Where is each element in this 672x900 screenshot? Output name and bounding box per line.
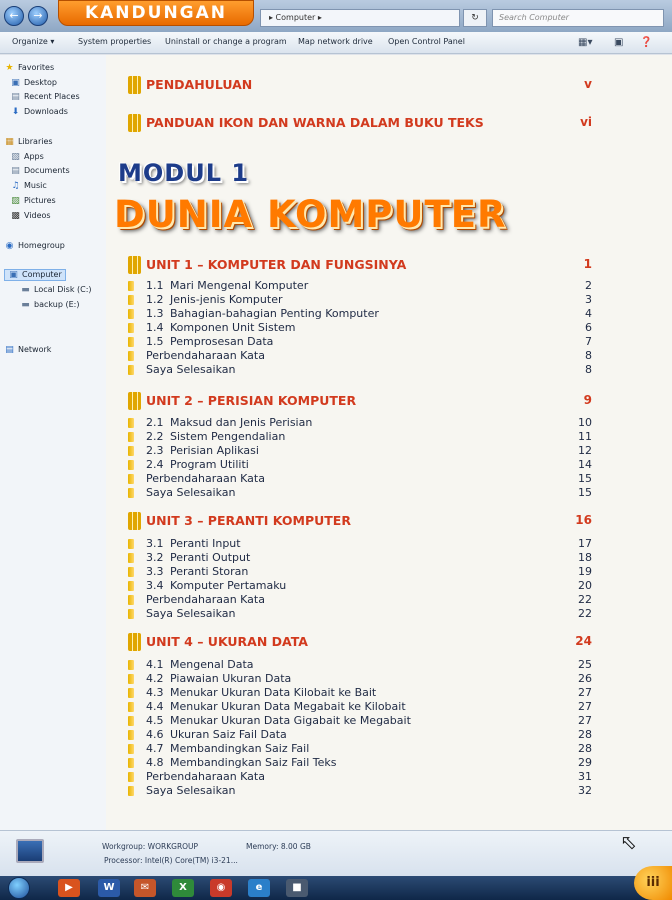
module-label: MODUL 1 [118, 159, 250, 187]
toc-entry[interactable]: Saya Selesaikan 22 [106, 607, 672, 621]
memory-text: Memory: 8.00 GB [246, 842, 311, 851]
toc-entry[interactable]: 3.1 Peranti Input 17 [106, 537, 672, 551]
desktop-icon: ▣ [11, 78, 20, 88]
toc-entry[interactable]: 4.4 Menukar Ukuran Data Megabait ke Kilobait 27 [106, 700, 672, 714]
toc-entry[interactable]: 1.3 Bahagian-bahagian Penting Komputer 4 [106, 307, 672, 321]
toc-entry[interactable]: 1.2 Jenis-jenis Komputer 3 [106, 293, 672, 307]
toc-entry[interactable]: 4.1 Mengenal Data 25 [106, 658, 672, 672]
apps-icon: ▧ [11, 152, 20, 162]
sidebar-item-pictures[interactable]: ▨ Pictures [11, 196, 56, 206]
map-network-drive-button[interactable]: Map network drive [298, 37, 373, 46]
help-icon[interactable]: ❓ [640, 37, 653, 48]
word-icon[interactable]: W [98, 879, 120, 897]
sidebar-item-homegroup[interactable]: ◉ Homegroup [5, 241, 65, 251]
toc-entry[interactable]: 4.3 Menukar Ukuran Data Kilobait ke Bait 27 [106, 686, 672, 700]
music-icon: ♫ [11, 181, 20, 191]
star-icon: ★ [5, 63, 14, 73]
download-icon: ⬇ [11, 107, 20, 117]
internet-explorer-icon[interactable]: e [248, 879, 270, 897]
details-pane [0, 830, 672, 876]
excel-icon[interactable]: X [172, 879, 194, 897]
sidebar-item-local-disk[interactable]: ▬ Local Disk (C:) [21, 285, 92, 295]
module-title: DUNIA KOMPUTER [114, 193, 507, 236]
recent-icon: ▤ [11, 92, 20, 102]
disk-icon: ▬ [21, 300, 30, 310]
chapter-banner [58, 0, 254, 26]
toc-entry[interactable]: 3.2 Peranti Output 18 [106, 551, 672, 565]
address-bar[interactable]: ▸ Computer ▸ [260, 9, 460, 27]
open-control-panel-button[interactable]: Open Control Panel [388, 37, 465, 46]
toc-unit-heading[interactable]: UNIT 2 – PERISIAN KOMPUTER 9 [106, 391, 672, 411]
app-icon[interactable]: ■ [286, 879, 308, 897]
toc-entry[interactable]: Saya Selesaikan 15 [106, 486, 672, 500]
toc-entry[interactable]: Saya Selesaikan 32 [106, 784, 672, 798]
folder-tab-icon [128, 114, 141, 132]
toc-entry[interactable]: 1.4 Komponen Unit Sistem 6 [106, 321, 672, 335]
toc-unit-heading[interactable]: UNIT 3 – PERANTI KOMPUTER 16 [106, 511, 672, 531]
sidebar-item-computer[interactable]: ▣ Computer [4, 269, 66, 281]
table-of-contents-page [106, 55, 672, 830]
navigation-pane [0, 55, 106, 830]
uninstall-program-button[interactable]: Uninstall or change a program [165, 37, 287, 46]
toc-entry[interactable]: Perbendaharaan Kata 8 [106, 349, 672, 363]
title-bar [0, 0, 672, 32]
toc-entry[interactable]: Perbendaharaan Kata 15 [106, 472, 672, 486]
organize-button[interactable]: Organize ▾ [12, 37, 55, 46]
start-button[interactable] [8, 877, 30, 899]
toc-entry[interactable]: 1.1 Mari Mengenal Komputer 2 [106, 279, 672, 293]
folder-tab-icon [128, 392, 141, 410]
back-button[interactable]: ← [4, 6, 24, 26]
folder-tab-icon [128, 76, 141, 94]
disk-icon: ▬ [21, 285, 30, 295]
forward-button[interactable]: → [28, 6, 48, 26]
sidebar-item-desktop[interactable]: ▣ Desktop [11, 78, 57, 88]
workgroup-text: Workgroup: WORKGROUP [102, 842, 199, 851]
processor-text: Processor: Intel(R) Core(TM) i3-21... [104, 856, 238, 865]
refresh-button[interactable]: ↻ [463, 9, 487, 27]
videos-icon: ▩ [11, 211, 20, 221]
toc-unit-heading[interactable]: UNIT 1 – KOMPUTER DAN FUNGSINYA 1 [106, 255, 672, 275]
folder-tab-icon [128, 256, 141, 274]
sidebar-item-favorites[interactable]: ★ Favorites [5, 63, 55, 73]
search-input[interactable]: Search Computer [492, 9, 664, 27]
toc-entry[interactable]: 2.3 Perisian Aplikasi 12 [106, 444, 672, 458]
toc-entry[interactable]: 2.1 Maksud dan Jenis Perisian 10 [106, 416, 672, 430]
computer-icon: ▣ [9, 270, 18, 280]
homegroup-icon: ◉ [5, 241, 14, 251]
sidebar-item-libraries[interactable]: ▦ Libraries [5, 137, 53, 147]
sidebar-item-music[interactable]: ♫ Music [11, 181, 47, 191]
toc-entry[interactable]: 4.5 Menukar Ukuran Data Gigabait ke Megabait 27 [106, 714, 672, 728]
toc-entry[interactable]: 2.4 Program Utiliti 14 [106, 458, 672, 472]
library-icon: ▦ [5, 137, 14, 147]
document-icon: ▤ [11, 166, 20, 176]
toc-entry[interactable]: 2.2 Sistem Pengendalian 11 [106, 430, 672, 444]
taskbar [0, 876, 672, 900]
mail-icon[interactable]: ✉ [134, 879, 156, 897]
toc-entry[interactable]: 4.6 Ukuran Saiz Fail Data 28 [106, 728, 672, 742]
command-toolbar [0, 32, 672, 54]
toc-entry[interactable]: Perbendaharaan Kata 31 [106, 770, 672, 784]
folder-tab-icon [128, 633, 141, 651]
sidebar-item-network[interactable]: ▤ Network [5, 345, 52, 355]
system-properties-button[interactable]: System properties [78, 37, 152, 46]
sidebar-item-backup[interactable]: ▬ backup (E:) [21, 300, 80, 310]
toc-heading-panduan[interactable]: PANDUAN IKON DAN WARNA DALAM BUKU TEKS vi [106, 113, 672, 133]
toc-unit-heading[interactable]: UNIT 4 – UKURAN DATA 24 [106, 632, 672, 652]
toc-entry[interactable]: 3.4 Komputer Pertamaku 20 [106, 579, 672, 593]
sidebar-item-recent-places[interactable]: ▤ Recent Places [11, 92, 80, 102]
sidebar-item-documents[interactable]: ▤ Documents [11, 166, 70, 176]
mouse-pointer-icon: ⬁ [620, 830, 637, 854]
network-icon: ▤ [5, 345, 14, 355]
preview-pane-icon[interactable]: ▣ [614, 37, 624, 48]
toc-entry[interactable]: 3.3 Peranti Storan 19 [106, 565, 672, 579]
sidebar-item-apps[interactable]: ▧ Apps [11, 152, 44, 162]
toc-entry[interactable]: 4.2 Piawaian Ukuran Data 26 [106, 672, 672, 686]
toc-entry[interactable]: 4.7 Membandingkan Saiz Fail 28 [106, 742, 672, 756]
toc-entry[interactable]: 1.5 Pemprosesan Data 7 [106, 335, 672, 349]
toc-entry[interactable]: 4.8 Membandingkan Saiz Fail Teks 29 [106, 756, 672, 770]
banner-title: KANDUNGAN [84, 3, 228, 23]
page-number: iii [634, 866, 672, 900]
media-player-icon[interactable]: ▶ [58, 879, 80, 897]
sidebar-item-downloads[interactable]: ⬇ Downloads [11, 107, 68, 117]
computer-icon [16, 839, 44, 863]
toc-heading-pendahuluan[interactable]: PENDAHULUAN v [106, 75, 672, 95]
sidebar-item-videos[interactable]: ▩ Videos [11, 211, 51, 221]
folder-tab-icon [128, 512, 141, 530]
browser-icon[interactable]: ◉ [210, 879, 232, 897]
toc-entry[interactable]: Saya Selesaikan 8 [106, 363, 672, 377]
view-options-icon[interactable]: ▦▾ [578, 37, 593, 48]
toc-entry[interactable]: Perbendaharaan Kata 22 [106, 593, 672, 607]
pictures-icon: ▨ [11, 196, 20, 206]
